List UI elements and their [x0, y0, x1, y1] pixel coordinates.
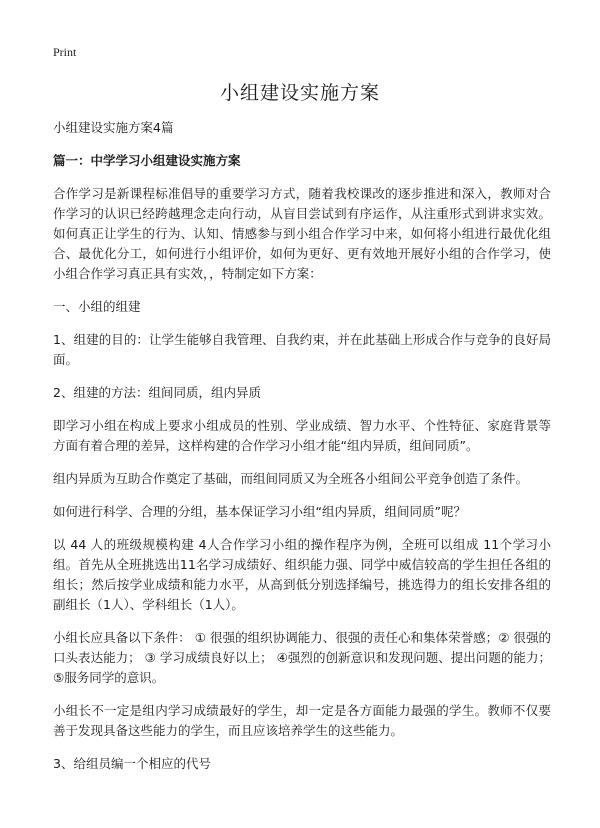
document-body [53, 118, 551, 774]
list-item-method: 2、组建的方法：组间同质，组内异质 [53, 385, 261, 400]
paragraph-heterogeneity: 即学习小组在构成上要求小组成员的性别、学业成绩、智力水平、个性特征、家庭背景等方面有着合理的差异，这样构建的合作学习小组才能“组内异质，组间同质”。 [53, 418, 551, 453]
paragraph-question: 如何进行科学、合理的分组，基本保证学习小组“组内异质，组间同质”呢？ [53, 504, 466, 519]
list-item-purpose: 1、组建的目的：让学生能够自我管理、自我约束，并在此基础上形成合作与竞争的良好局面。 [53, 332, 551, 367]
paragraph-intro: 合作学习是新课程标准倡导的重要学习方式，随着我校课改的逐步推进和深入，教师对合作学习的认识已经跨越理念走向行动，从盲目尝试到有序运作，从注重形式到讲求实效。如何真正让学生的行为、认知、情感参与到小组合作学习中来，如何将小组进行最优化组合、最优化分工，如何进行小组评价，如何为更好、更有效地开展好小组的合作学习，使小组合作学习真正具有实效，，特制定如下方案： [53, 186, 551, 281]
list-item-code: 3、给组员编一个相应的代号 [53, 756, 211, 771]
heading-grouping: 一、小组的组建 [53, 299, 141, 314]
section-heading: 篇一：中学学习小组建设实施方案 [53, 153, 241, 168]
paragraph-basis: 组内异质为互助合作奠定了基础，而组间同质又为全班各小组间公平竞争创造了条件。 [53, 471, 529, 486]
print-label: Print [53, 45, 77, 59]
document-title: 小组建设实施方案 [219, 82, 380, 104]
paragraph-conditions: 小组长应具备以下条件： ① 很强的组织协调能力、很强的责任心和集体荣誉感；② 很强的口头表达能力； ③ 学习成绩良好以上； ④强烈的创新意识和发现问题、提出问题的能力；⑤服务同学的意识。 [53, 630, 551, 685]
paragraph-example: 以 44 人的班级规模构建 4人合作学习小组的操作程序为例，全班可以组成 11个学习小组。首先从全班挑选出11名学习成绩好、组织能力强、同学中威信较高的学生担任各组的组长；然后按学业成绩和能力水平，从高到低分别选择编号，挑选得力的组长安排各组的副组长（1人）、学科组长（1人）。 [53, 537, 551, 612]
paragraph-leader: 小组长不一定是组内学习成绩最好的学生，却一定是各方面能力最强的学生。教师不仅要善于发现具备这些能力的学生，而且应该培养学生的这些能力。 [53, 703, 551, 738]
document-subtitle: 小组建设实施方案4篇 [53, 120, 174, 135]
